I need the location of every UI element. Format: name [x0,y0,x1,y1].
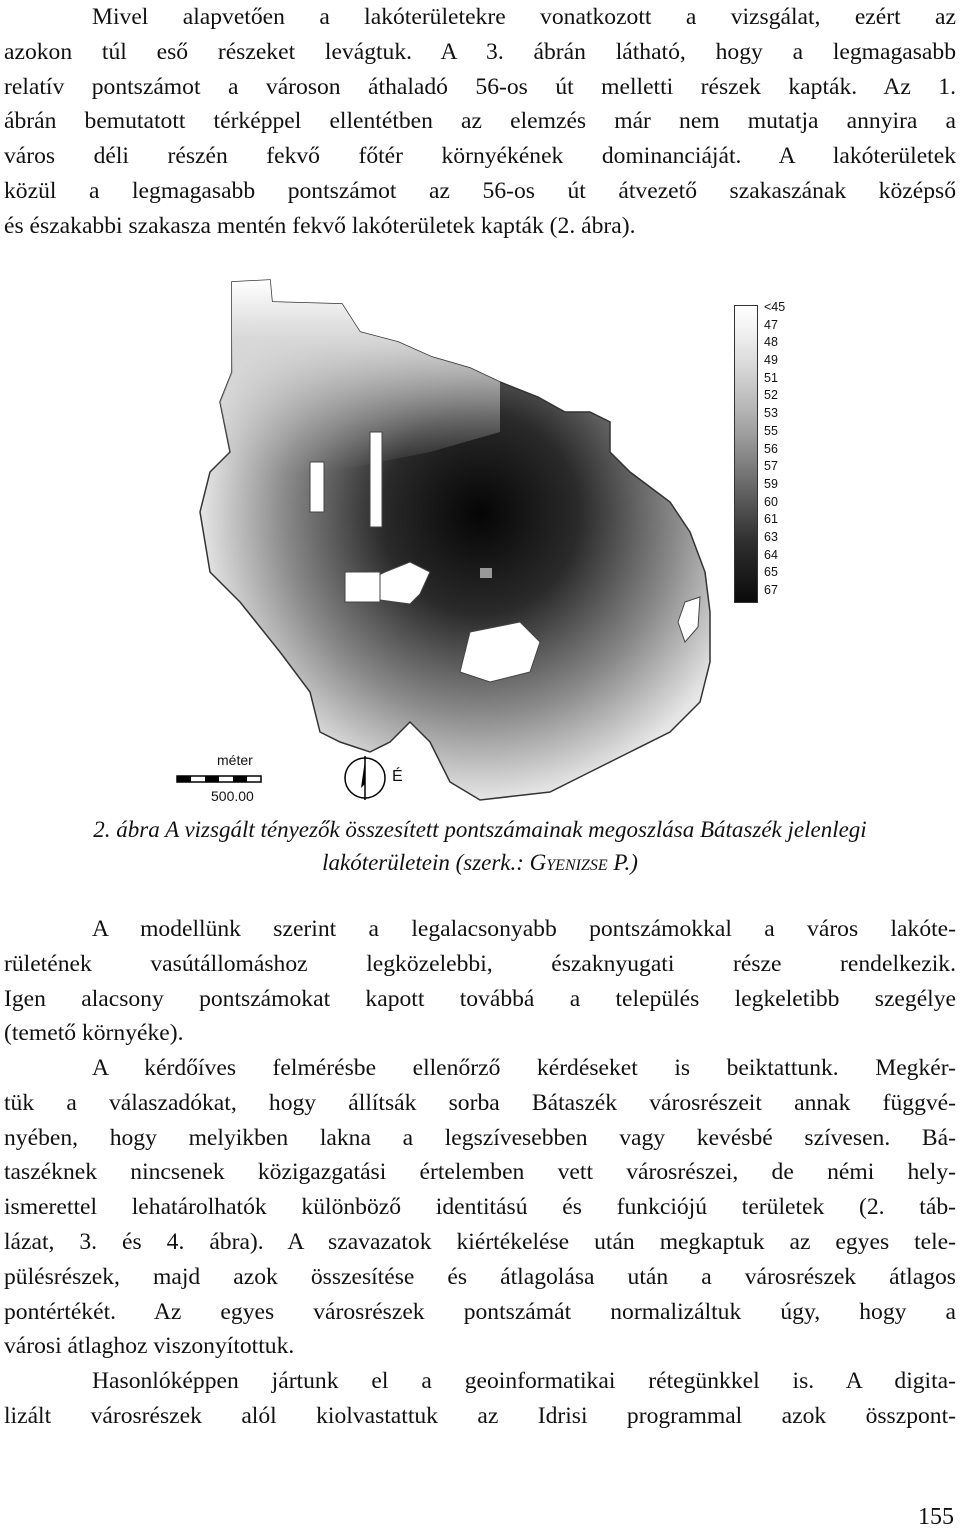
text-line: városi átlaghoz viszonyítottuk. [4,1333,295,1360]
legend-label: 60 [764,494,778,509]
scale-bar-graphic [175,770,265,790]
text-line: (temető környéke). [4,1020,184,1047]
text-line: lizált városrészek alól kiolvastattuk az Idrisi programmal azok összpont- [4,1402,956,1429]
text-line: lázat, 3. és 4. ábra). A szavazatok kiértékelése után megkaptuk az egyes tele- [4,1228,956,1255]
legend-label: 67 [764,583,778,597]
text-line: ismerettel lehatárolhatók különböző identitású és funkciójú területek (2. táb- [4,1194,956,1221]
text-line: közül a legmagasabb pontszámot az 56-os út átvezető szakaszának középső [4,177,956,204]
legend-label: 57 [764,459,778,474]
legend-color-bar [734,305,758,603]
legend-label: 51 [764,370,778,385]
text-line: azokon túl eső részeket levágtuk. A 3. ábrán látható, hogy a legmagasabb [4,38,956,65]
legend [764,299,785,600]
legend-label: 55 [764,423,778,438]
caption-line: 2. ábra A vizsgált tényezők összesített pontszámainak megoszlása Bátaszék jelenlegi [93,817,867,842]
legend-label: 49 [764,353,778,368]
paragraph-intro [4,0,956,244]
legend-label: 63 [764,529,778,544]
text-line: rületének vasútállomáshoz legközelebbi, északnyugati része rendelkezik. [4,950,956,977]
paragraph-geoinformatics [4,1364,956,1434]
paragraph-survey [4,1051,956,1364]
legend-label: 47 [764,317,778,332]
text-line: és északabbi szakasza mentén fekvő lakóterületek kapták (2. ábra). [4,212,636,239]
scale-bar [175,752,265,812]
legend-label: 59 [764,476,778,491]
text-line: relatív pontszámot a városon áthaladó 56-os út melletti részek kapták. Az 1. [4,73,956,100]
legend-label: 53 [764,406,778,421]
text-line: Hasonlóképpen jártunk el a geoinformatikai rétegünkkel is. A digita- [92,1368,956,1394]
page-number: 155 [918,1504,954,1530]
legend-label: 52 [764,388,778,403]
legend-label: 61 [764,512,778,527]
text-line: nyében, hogy melyikben lakna a legszívesebben vagy kevésbé szívesen. Bá- [4,1124,956,1151]
text-line: A modellünk szerint a legalacsonyabb pontszámokkal a város lakóte- [92,916,956,942]
north-label: É [392,768,403,785]
text-line: ábrán bemutatott térképpel ellentétben az elemzés már nem mutatja annyira a [4,108,956,135]
text-line: város déli részén fekvő főtér környékének dominanciáját. A lakóterületek [4,143,956,170]
legend-label: <45 [764,300,786,314]
legend-label: 64 [764,547,778,562]
caption-line-2 [0,846,960,879]
legend-label: 65 [764,565,778,580]
caption-text: lakóterületein (szerk.: [322,850,530,875]
caption-text: P.) [607,850,638,875]
scale-value: 500.00 [211,788,254,804]
legend-label: 56 [764,441,778,456]
text-line: Mivel alapvetően a lakóterületekre vonatkozott a vizsgálat, ezért az [92,4,956,30]
legend-label: 48 [764,335,778,350]
figure-caption [0,813,960,879]
text-line: tük a válaszadókat, hogy állítsák sorba Bátaszék városrészeit annak függvé- [4,1089,956,1116]
text-line: Igen alacsony pontszámokat kapott továbbá a település legkeletibb szegélye [4,985,956,1012]
text-line: pülésrészek, majd azok összesítése és átlagolása után a városrészek átlagos [4,1263,956,1290]
score-distribution-map [170,272,800,812]
scale-label: méter [217,752,253,768]
text-line: pontértékét. Az egyes városrészek pontszámát normalizáltuk úgy, hogy a [4,1298,956,1325]
text-line: A kérdőíves felmérésbe ellenőrző kérdéseket is beiktattunk. Megkér- [92,1055,956,1081]
paragraph-model [4,912,956,1051]
text-line: taszéknek nincsenek közigazgatási értelemben vett városrészei, de némi hely- [4,1159,956,1186]
caption-author: Gyenizse [529,850,608,875]
